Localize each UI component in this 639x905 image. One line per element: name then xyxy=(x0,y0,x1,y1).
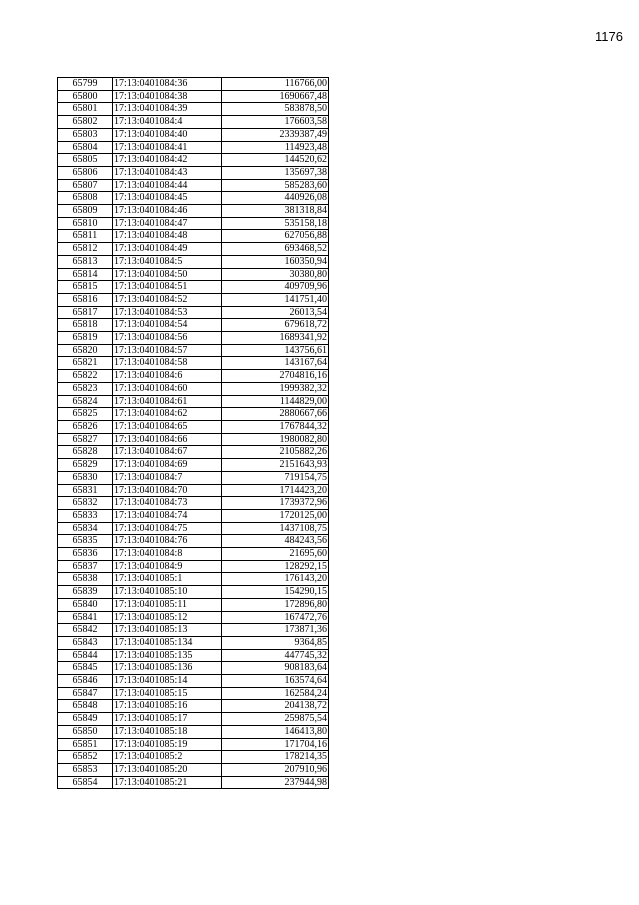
table-row xyxy=(58,751,329,764)
table-row xyxy=(58,78,329,91)
row-number-cell: 65821 xyxy=(58,357,113,370)
cadastral-number-cell: 17:13:0401085:19 xyxy=(113,738,222,751)
cadastral-number-cell: 17:13:0401084:48 xyxy=(113,230,222,243)
table-row xyxy=(58,90,329,103)
row-number-cell: 65810 xyxy=(58,217,113,230)
table-row xyxy=(58,230,329,243)
table-row xyxy=(58,636,329,649)
value-cell: 908183,64 xyxy=(222,662,329,675)
value-cell: 143756,61 xyxy=(222,344,329,357)
value-cell: 719154,75 xyxy=(222,471,329,484)
value-cell: 237944,98 xyxy=(222,776,329,789)
row-number-cell: 65829 xyxy=(58,459,113,472)
table-row xyxy=(58,446,329,459)
table-row xyxy=(58,293,329,306)
row-number-cell: 65820 xyxy=(58,344,113,357)
value-cell: 116766,00 xyxy=(222,78,329,91)
table-row xyxy=(58,116,329,129)
table-row xyxy=(58,103,329,116)
row-number-cell: 65843 xyxy=(58,636,113,649)
cadastral-number-cell: 17:13:0401085:20 xyxy=(113,763,222,776)
row-number-cell: 65839 xyxy=(58,586,113,599)
value-cell: 1999382,32 xyxy=(222,382,329,395)
table-row xyxy=(58,141,329,154)
value-cell: 178214,35 xyxy=(222,751,329,764)
table-row xyxy=(58,382,329,395)
table-row xyxy=(58,433,329,446)
value-cell: 176603,58 xyxy=(222,116,329,129)
row-number-cell: 65800 xyxy=(58,90,113,103)
cadastral-number-cell: 17:13:0401084:50 xyxy=(113,268,222,281)
row-number-cell: 65823 xyxy=(58,382,113,395)
table-row xyxy=(58,598,329,611)
table-row xyxy=(58,459,329,472)
page-number: 1176 xyxy=(595,29,623,44)
cadastral-number-cell: 17:13:0401084:45 xyxy=(113,192,222,205)
cadastral-number-cell: 17:13:0401085:14 xyxy=(113,675,222,688)
value-cell: 172896,80 xyxy=(222,598,329,611)
value-cell: 167472,76 xyxy=(222,611,329,624)
row-number-cell: 65849 xyxy=(58,713,113,726)
value-cell: 1144829,00 xyxy=(222,395,329,408)
value-cell: 160350,94 xyxy=(222,255,329,268)
cadastral-number-cell: 17:13:0401084:53 xyxy=(113,306,222,319)
cadastral-number-cell: 17:13:0401084:39 xyxy=(113,103,222,116)
row-number-cell: 65844 xyxy=(58,649,113,662)
row-number-cell: 65851 xyxy=(58,738,113,751)
table-row xyxy=(58,332,329,345)
row-number-cell: 65837 xyxy=(58,560,113,573)
value-cell: 583878,50 xyxy=(222,103,329,116)
table-row xyxy=(58,713,329,726)
table-row xyxy=(58,484,329,497)
value-cell: 679618,72 xyxy=(222,319,329,332)
cadastral-number-cell: 17:13:0401084:51 xyxy=(113,281,222,294)
table-row xyxy=(58,763,329,776)
row-number-cell: 65818 xyxy=(58,319,113,332)
row-number-cell: 65812 xyxy=(58,243,113,256)
table-row xyxy=(58,166,329,179)
cadastral-number-cell: 17:13:0401084:70 xyxy=(113,484,222,497)
cadastral-number-cell: 17:13:0401084:40 xyxy=(113,128,222,141)
row-number-cell: 65801 xyxy=(58,103,113,116)
value-cell: 2151643,93 xyxy=(222,459,329,472)
value-cell: 381318,84 xyxy=(222,205,329,218)
cadastral-number-cell: 17:13:0401084:75 xyxy=(113,522,222,535)
row-number-cell: 65838 xyxy=(58,573,113,586)
row-number-cell: 65819 xyxy=(58,332,113,345)
cadastral-number-cell: 17:13:0401085:134 xyxy=(113,636,222,649)
value-cell: 146413,80 xyxy=(222,725,329,738)
cadastral-number-cell: 17:13:0401085:21 xyxy=(113,776,222,789)
row-number-cell: 65827 xyxy=(58,433,113,446)
row-number-cell: 65811 xyxy=(58,230,113,243)
row-number-cell: 65845 xyxy=(58,662,113,675)
value-cell: 2880667,66 xyxy=(222,408,329,421)
cadastral-number-cell: 17:13:0401084:65 xyxy=(113,420,222,433)
value-cell: 535158,18 xyxy=(222,217,329,230)
cadastral-number-cell: 17:13:0401084:5 xyxy=(113,255,222,268)
row-number-cell: 65846 xyxy=(58,675,113,688)
table-row xyxy=(58,319,329,332)
value-cell: 1690667,48 xyxy=(222,90,329,103)
value-cell: 1980082,80 xyxy=(222,433,329,446)
table-body xyxy=(58,78,329,789)
table-row xyxy=(58,687,329,700)
cadastral-number-cell: 17:13:0401084:74 xyxy=(113,509,222,522)
value-cell: 1714423,20 xyxy=(222,484,329,497)
cadastral-number-cell: 17:13:0401085:12 xyxy=(113,611,222,624)
row-number-cell: 65842 xyxy=(58,624,113,637)
cadastral-number-cell: 17:13:0401084:61 xyxy=(113,395,222,408)
value-cell: 128292,15 xyxy=(222,560,329,573)
cadastral-number-cell: 17:13:0401085:11 xyxy=(113,598,222,611)
row-number-cell: 65805 xyxy=(58,154,113,167)
value-cell: 30380,80 xyxy=(222,268,329,281)
cadastral-number-cell: 17:13:0401085:136 xyxy=(113,662,222,675)
value-cell: 141751,40 xyxy=(222,293,329,306)
value-cell: 204138,72 xyxy=(222,700,329,713)
table-row xyxy=(58,344,329,357)
table-row xyxy=(58,497,329,510)
value-cell: 9364,85 xyxy=(222,636,329,649)
table-row xyxy=(58,370,329,383)
cadastral-number-cell: 17:13:0401084:69 xyxy=(113,459,222,472)
table-row xyxy=(58,395,329,408)
cadastral-number-cell: 17:13:0401084:4 xyxy=(113,116,222,129)
value-cell: 1739372,96 xyxy=(222,497,329,510)
row-number-cell: 65853 xyxy=(58,763,113,776)
value-cell: 693468,52 xyxy=(222,243,329,256)
row-number-cell: 65826 xyxy=(58,420,113,433)
row-number-cell: 65803 xyxy=(58,128,113,141)
table-row xyxy=(58,128,329,141)
row-number-cell: 65850 xyxy=(58,725,113,738)
value-cell: 173871,36 xyxy=(222,624,329,637)
table-row xyxy=(58,243,329,256)
value-cell: 114923,48 xyxy=(222,141,329,154)
table-row xyxy=(58,192,329,205)
value-cell: 2704816,16 xyxy=(222,370,329,383)
cadastral-number-cell: 17:13:0401085:18 xyxy=(113,725,222,738)
value-cell: 447745,32 xyxy=(222,649,329,662)
row-number-cell: 65822 xyxy=(58,370,113,383)
row-number-cell: 65799 xyxy=(58,78,113,91)
cadastral-number-cell: 17:13:0401085:2 xyxy=(113,751,222,764)
cadastral-number-cell: 17:13:0401084:9 xyxy=(113,560,222,573)
row-number-cell: 65814 xyxy=(58,268,113,281)
value-cell: 1689341,92 xyxy=(222,332,329,345)
value-cell: 1767844,32 xyxy=(222,420,329,433)
row-number-cell: 65835 xyxy=(58,535,113,548)
value-cell: 409709,96 xyxy=(222,281,329,294)
table-row xyxy=(58,420,329,433)
cadastral-number-cell: 17:13:0401084:54 xyxy=(113,319,222,332)
table-row xyxy=(58,700,329,713)
table-row xyxy=(58,725,329,738)
row-number-cell: 65841 xyxy=(58,611,113,624)
table-row xyxy=(58,675,329,688)
value-cell: 1437108,75 xyxy=(222,522,329,535)
row-number-cell: 65848 xyxy=(58,700,113,713)
value-cell: 143167,64 xyxy=(222,357,329,370)
row-number-cell: 65815 xyxy=(58,281,113,294)
value-cell: 627056,88 xyxy=(222,230,329,243)
table-row xyxy=(58,357,329,370)
cadastral-number-cell: 17:13:0401084:66 xyxy=(113,433,222,446)
cadastral-number-cell: 17:13:0401085:10 xyxy=(113,586,222,599)
table-row xyxy=(58,776,329,789)
table-row xyxy=(58,586,329,599)
table-row xyxy=(58,306,329,319)
value-cell: 585283,60 xyxy=(222,179,329,192)
cadastral-number-cell: 17:13:0401084:57 xyxy=(113,344,222,357)
table-row xyxy=(58,281,329,294)
row-number-cell: 65834 xyxy=(58,522,113,535)
table-row xyxy=(58,560,329,573)
row-number-cell: 65813 xyxy=(58,255,113,268)
row-number-cell: 65809 xyxy=(58,205,113,218)
cadastral-number-cell: 17:13:0401085:15 xyxy=(113,687,222,700)
value-cell: 207910,96 xyxy=(222,763,329,776)
table-row xyxy=(58,205,329,218)
value-cell: 440926,08 xyxy=(222,192,329,205)
table-row xyxy=(58,548,329,561)
value-cell: 162584,24 xyxy=(222,687,329,700)
table-row xyxy=(58,179,329,192)
table-row xyxy=(58,573,329,586)
row-number-cell: 65852 xyxy=(58,751,113,764)
value-cell: 26013,54 xyxy=(222,306,329,319)
cadastral-number-cell: 17:13:0401084:73 xyxy=(113,497,222,510)
row-number-cell: 65802 xyxy=(58,116,113,129)
cadastral-number-cell: 17:13:0401084:60 xyxy=(113,382,222,395)
table-row xyxy=(58,624,329,637)
cadastral-number-cell: 17:13:0401084:56 xyxy=(113,332,222,345)
row-number-cell: 65816 xyxy=(58,293,113,306)
value-cell: 259875,54 xyxy=(222,713,329,726)
value-cell: 484243,56 xyxy=(222,535,329,548)
row-number-cell: 65840 xyxy=(58,598,113,611)
cadastral-number-cell: 17:13:0401084:49 xyxy=(113,243,222,256)
table-row xyxy=(58,154,329,167)
cadastral-number-cell: 17:13:0401085:16 xyxy=(113,700,222,713)
row-number-cell: 65833 xyxy=(58,509,113,522)
row-number-cell: 65825 xyxy=(58,408,113,421)
row-number-cell: 65828 xyxy=(58,446,113,459)
table-row xyxy=(58,535,329,548)
table-row xyxy=(58,471,329,484)
cadastral-number-cell: 17:13:0401084:46 xyxy=(113,205,222,218)
value-cell: 171704,16 xyxy=(222,738,329,751)
row-number-cell: 65832 xyxy=(58,497,113,510)
cadastral-number-cell: 17:13:0401084:58 xyxy=(113,357,222,370)
table-row xyxy=(58,509,329,522)
cadastral-number-cell: 17:13:0401085:13 xyxy=(113,624,222,637)
table-row xyxy=(58,662,329,675)
cadastral-number-cell: 17:13:0401084:38 xyxy=(113,90,222,103)
row-number-cell: 65806 xyxy=(58,166,113,179)
value-cell: 135697,38 xyxy=(222,166,329,179)
cadastral-number-cell: 17:13:0401085:1 xyxy=(113,573,222,586)
row-number-cell: 65830 xyxy=(58,471,113,484)
cadastral-number-cell: 17:13:0401084:43 xyxy=(113,166,222,179)
cadastral-number-cell: 17:13:0401084:47 xyxy=(113,217,222,230)
value-cell: 163574,64 xyxy=(222,675,329,688)
value-cell: 176143,20 xyxy=(222,573,329,586)
value-cell: 1720125,00 xyxy=(222,509,329,522)
cadastral-number-cell: 17:13:0401084:52 xyxy=(113,293,222,306)
row-number-cell: 65817 xyxy=(58,306,113,319)
cadastral-number-cell: 17:13:0401084:41 xyxy=(113,141,222,154)
table-row xyxy=(58,217,329,230)
cadastral-number-cell: 17:13:0401084:44 xyxy=(113,179,222,192)
row-number-cell: 65824 xyxy=(58,395,113,408)
table-row xyxy=(58,522,329,535)
row-number-cell: 65831 xyxy=(58,484,113,497)
row-number-cell: 65804 xyxy=(58,141,113,154)
row-number-cell: 65807 xyxy=(58,179,113,192)
table-row xyxy=(58,268,329,281)
cadastral-number-cell: 17:13:0401084:8 xyxy=(113,548,222,561)
cadastral-number-cell: 17:13:0401084:36 xyxy=(113,78,222,91)
table-row xyxy=(58,649,329,662)
cadastral-number-cell: 17:13:0401084:6 xyxy=(113,370,222,383)
table-row xyxy=(58,408,329,421)
row-number-cell: 65854 xyxy=(58,776,113,789)
table-row xyxy=(58,738,329,751)
cadastral-number-cell: 17:13:0401085:17 xyxy=(113,713,222,726)
value-cell: 2339387,49 xyxy=(222,128,329,141)
value-cell: 154290,15 xyxy=(222,586,329,599)
cadastral-number-cell: 17:13:0401084:76 xyxy=(113,535,222,548)
row-number-cell: 65808 xyxy=(58,192,113,205)
cadastral-number-cell: 17:13:0401084:7 xyxy=(113,471,222,484)
cadastral-number-cell: 17:13:0401084:62 xyxy=(113,408,222,421)
value-cell: 2105882,26 xyxy=(222,446,329,459)
table-row xyxy=(58,611,329,624)
row-number-cell: 65847 xyxy=(58,687,113,700)
row-number-cell: 65836 xyxy=(58,548,113,561)
cadastral-number-cell: 17:13:0401085:135 xyxy=(113,649,222,662)
cadastral-number-cell: 17:13:0401084:67 xyxy=(113,446,222,459)
value-cell: 21695,60 xyxy=(222,548,329,561)
cadastral-number-cell: 17:13:0401084:42 xyxy=(113,154,222,167)
table-row xyxy=(58,255,329,268)
data-table xyxy=(57,77,329,789)
value-cell: 144520,62 xyxy=(222,154,329,167)
